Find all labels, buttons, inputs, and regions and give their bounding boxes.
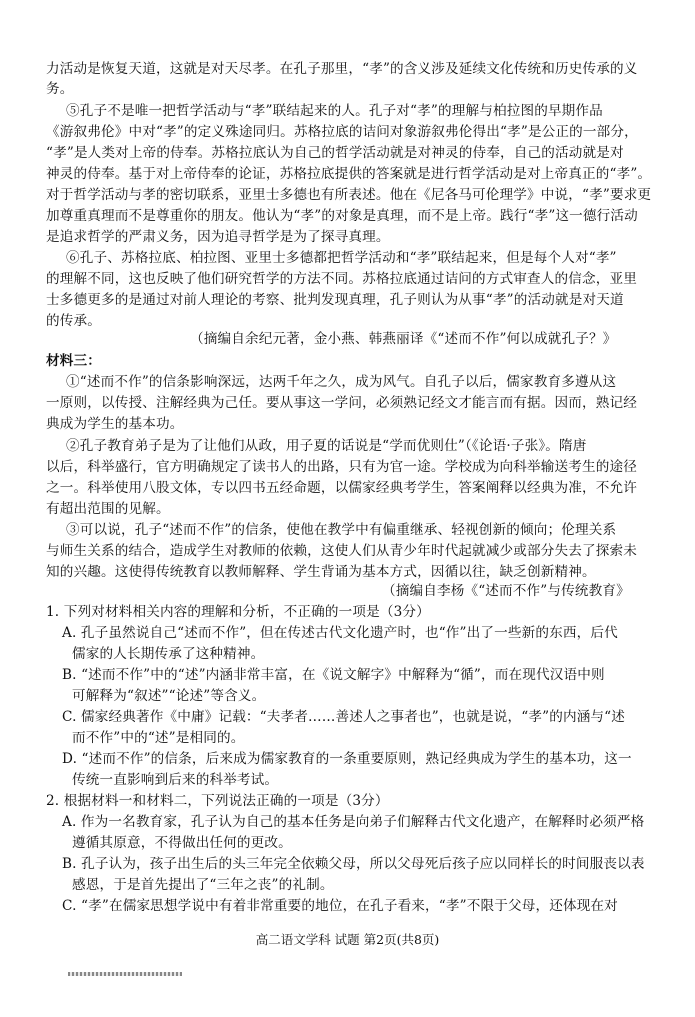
text-line: “孝”是人类对上帝的侍奉。苏格拉底认为自己的哲学活动就是对神灵的侍奉，自己的活动就是对 [46,145,624,161]
page-footer: 高二语文学科 试题 第2页(共8页) [255,932,440,947]
text-line: ②孔子教育弟子是为了让他们从政，用子夏的话说是“学而优则仕”（《论语·子张》。隋唐 [66,438,587,454]
text-line: （摘编自李杨《“述而不作”与传统教育》 [382,583,630,599]
text-line: 典成为学生的基本功。 [46,416,184,432]
text-line: 《游叙弗伦》中对“孝”的定义殊途同归。苏格拉底的诘问对象游叙弗伦得出“孝”是公正的一部分， [46,124,638,140]
text-line: 士多德更多的是通过对前人理论的考察、批判发现真理，孔子则认为从事“孝”的活动就是对天道 [46,292,624,308]
text-line: 而不作”中的“述”是相同的。 [72,730,245,746]
text-line: C. 儒家经典著作《中庸》记载：“夫孝者……善述人之事者也”，也就是说，“孝”的内涵与“述 [62,709,626,725]
text-line: 感恩，于是首先提出了“三年之丧”的礼制。 [72,877,334,893]
text-line: D. “述而不作”的信条，后来成为儒家教育的一条重要原则，熟记经典成为学生的基本功，这一 [62,751,632,767]
text-line: 儒家的人长期传承了这种精神。 [72,646,265,662]
text-line: 以后，科举盛行，官方明确规定了读书人的出路，只有为官一途。学校成为向科举输送考生的途径 [46,459,637,475]
text-line: 一原则，以传授、注解经典为己任。要从事这一学问，必须熟记经文才能言而有据。因而，熟记经 [46,395,637,411]
text-line: 知的兴趣。这使得传统教育以教师解释、学生背诵为基本方式，因循以往，缺乏创新精神。 [46,564,596,580]
text-line: 力活动是恢复天道，这就是对天尽孝。在孔子那里，“孝”的含义涉及延续文化传统和历史传承的义 [46,61,638,77]
text-line: B. “述而不作”中的“述”内涵非常丰富，在《说文解字》中解释为“循”，而在现代汉语中则 [62,667,605,683]
text-line: （摘编自余纪元著，金小燕、韩燕丽译《“述而不作”何以成就孔子？》 [190,331,617,347]
text-line: 对于哲学活动与孝的密切联系，亚里士多德也有所表述。他在《尼各马可伦理学》中说，“孝”要求更 [46,187,652,203]
text-line: ③可以说，孔子“述而不作”的信条，使他在教学中有偏重继承、轻视创新的倾向；伦理关系 [66,522,617,538]
text-line: 传统一直影响到后来的科举考试。 [72,772,279,788]
text-line: 之一。科举使用八股文体，专以四书五经命题，以儒家经典考学生，答案阐释以经典为准，不允许 [46,480,637,496]
text-line: ①“述而不作”的信条影响深远，达两千年之久，成为风气。自孔子以后，儒家教育多遵从这 [66,374,617,390]
text-line: 的理解不同，这也反映了他们研究哲学的方法不同。苏格拉底通过诘问的方式审查人的信念，亚里 [46,271,637,287]
text-line: C. “孝”在儒家思想学说中有着非常重要的地位，在孔子看来，“孝”不限于父母，还体现在对 [62,898,618,914]
text-line: 神灵的侍奉。基于对上帝侍奉的论证，苏格拉底提供的答案就是进行哲学活动是对上帝真正的“孝”。 [46,166,652,182]
text-line: 1. 下列对材料相关内容的理解和分析，不正确的一项是（3分） [46,604,430,620]
scan-mark [68,972,182,976]
text-line: 有超出范围的见解。 [46,501,170,517]
text-line: 加尊重真理而不是尊重你的朋友。他认为“孝”的对象是真理，而不是上帝。践行“孝”这一德行活动 [46,208,638,224]
text-line: 可解释为“叙述”“论述”等含义。 [72,688,266,704]
text-line: ⑤孔子不是唯一把哲学活动与“孝”联结起来的人。孔子对“孝”的理解与柏拉图的早期作品 [66,103,603,119]
text-line: 的传承。 [46,313,101,329]
text-line: 材料三： [46,353,101,369]
text-line: B. 孔子认为，孩子出生后的头三年完全依赖父母，所以父母死后孩子应以同样长的时间服丧以表 [62,856,645,872]
text-line: A. 孔子虽然说自己“述而不作”，但在传述古代文化遗产时，也“作”出了一些新的东西，后代 [62,625,618,641]
text-line: 是追求哲学的严肃义务，因为追寻哲学是为了探寻真理。 [46,229,390,245]
text-line: ⑥孔子、苏格拉底、柏拉图、亚里士多德都把哲学活动和“孝”联结起来，但是每个人对“孝” [66,250,617,266]
text-line: 遵循其原意，不得做出任何的更改。 [72,835,292,851]
text-line: A. 作为一名教育家，孔子认为自己的基本任务是向弟子们解释古代文化遗产，在解释时必须严格 [62,814,645,830]
text-line: 务。 [46,81,74,97]
text-line: 2. 根据材料一和材料二，下列说法正确的一项是（3分） [46,793,389,809]
text-line: 与师生关系的结合，造成学生对教师的依赖，这使人们从青少年时代起就减少或部分失去了探索未 [46,543,637,559]
